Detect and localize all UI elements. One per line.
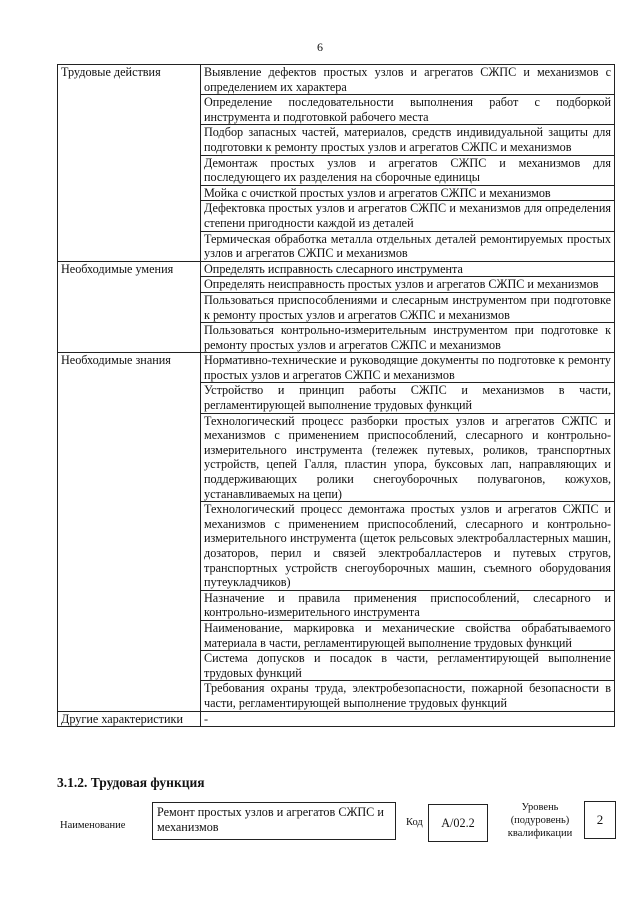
table-cell: Нормативно-технические и руководящие документы по подготовке к ремонту простых узлов и агрегатов СЖПС и механизмов bbox=[201, 353, 615, 383]
table-cell: Система допусков и посадок в части, регламентирующей выполнение трудовых функций bbox=[201, 651, 615, 681]
row-label: Необходимые умения bbox=[58, 261, 201, 353]
qualification-level-box: 2 bbox=[584, 801, 616, 839]
table-cell: - bbox=[201, 711, 615, 727]
row-label: Трудовые действия bbox=[58, 65, 201, 262]
table-cell: Наименование, маркировка и механические свойства обрабатываемого материала в части, регламентирующей выполнение трудовых функций bbox=[201, 620, 615, 650]
table-cell: Определять неисправность простых узлов и агрегатов СЖПС и механизмов bbox=[201, 277, 615, 293]
code-label: Код bbox=[406, 817, 423, 828]
page-number: 6 bbox=[317, 40, 323, 54]
table-cell: Технологический процесс разборки простых узлов и агрегатов СЖПС и механизмов с применением приспособлений, слесарного и контрольно-измерительного инструмента (тележек путевых, роликов, транспортных устройств, цепей Галля, пластин упора, буксовых лап, направляющих и поддерживающих ролики снегоуборочных полувагонов, кожухов, устанавливаемых на цепи) bbox=[201, 413, 615, 502]
table-cell: Пользоваться контрольно-измерительным инструментом при подготовке к ремонту простых узлов и агрегатов СЖПС и механизмов bbox=[201, 323, 615, 353]
table-row bbox=[58, 353, 615, 383]
table-row bbox=[58, 261, 615, 277]
table-cell: Определение последовательности выполнения работ с подборкой инструмента и подготовкой рабочего места bbox=[201, 95, 615, 125]
table-cell: Определять исправность слесарного инструмента bbox=[201, 261, 615, 277]
table-cell: Термическая обработка металла отдельных деталей ремонтируемых простых узлов и агрегатов СЖПС и механизмов bbox=[201, 231, 615, 261]
table-cell: Назначение и правила применения приспособлений, слесарного и контрольно-измерительного инструмента bbox=[201, 590, 615, 620]
row-label: Другие характеристики bbox=[58, 711, 201, 727]
table-cell: Подбор запасных частей, материалов, средств индивидуальной защиты для подготовки к ремонту простых узлов и агрегатов СЖПС и механизмов bbox=[201, 125, 615, 155]
qualification-level-label: Уровень (подуровень) квалификации bbox=[507, 802, 573, 839]
table-cell: Требования охраны труда, электробезопасности, пожарной безопасности в части, регламентирующей выполнение трудовых функций bbox=[201, 681, 615, 711]
table-cell: Дефектовка простых узлов и агрегатов СЖПС и механизмов для определения степени пригодности каждой из деталей bbox=[201, 201, 615, 231]
table-row bbox=[58, 711, 615, 727]
table-cell: Технологический процесс демонтажа простых узлов и агрегатов СЖПС и механизмов с применением приспособлений, слесарного и контрольно-измерительного инструмента (щеток рельсовых электробалластерных машин, дозаторов, перил и связей электробалластеров и путевых стругов, транспортных устройств снегоуборочных машин, съемного оборудования путеукладчиков) bbox=[201, 502, 615, 591]
table-row bbox=[58, 65, 615, 95]
table-cell: Пользоваться приспособлениями и слесарным инструментом при подготовке к ремонту простых узлов и агрегатов СЖПС и механизмов bbox=[201, 292, 615, 322]
row-label: Необходимые знания bbox=[58, 353, 201, 711]
table-cell: Устройство и принцип работы СЖПС и механизмов в части, регламентирующей выполнение трудовых функций bbox=[201, 383, 615, 413]
code-box: А/02.2 bbox=[428, 804, 488, 842]
name-label: Наименование bbox=[60, 820, 126, 831]
function-name-box: Ремонт простых узлов и агрегатов СЖПС и механизмов bbox=[152, 802, 396, 840]
table-cell: Выявление дефектов простых узлов и агрегатов СЖПС и механизмов с определением их характера bbox=[201, 65, 615, 95]
table-cell: Мойка с очисткой простых узлов и агрегатов СЖПС и механизмов bbox=[201, 185, 615, 201]
labor-function-table bbox=[57, 64, 615, 727]
table-cell: Демонтаж простых узлов и агрегатов СЖПС и механизмов для последующего их разделения на сборочные единицы bbox=[201, 155, 615, 185]
section-heading: 3.1.2. Трудовая функция bbox=[57, 775, 205, 790]
